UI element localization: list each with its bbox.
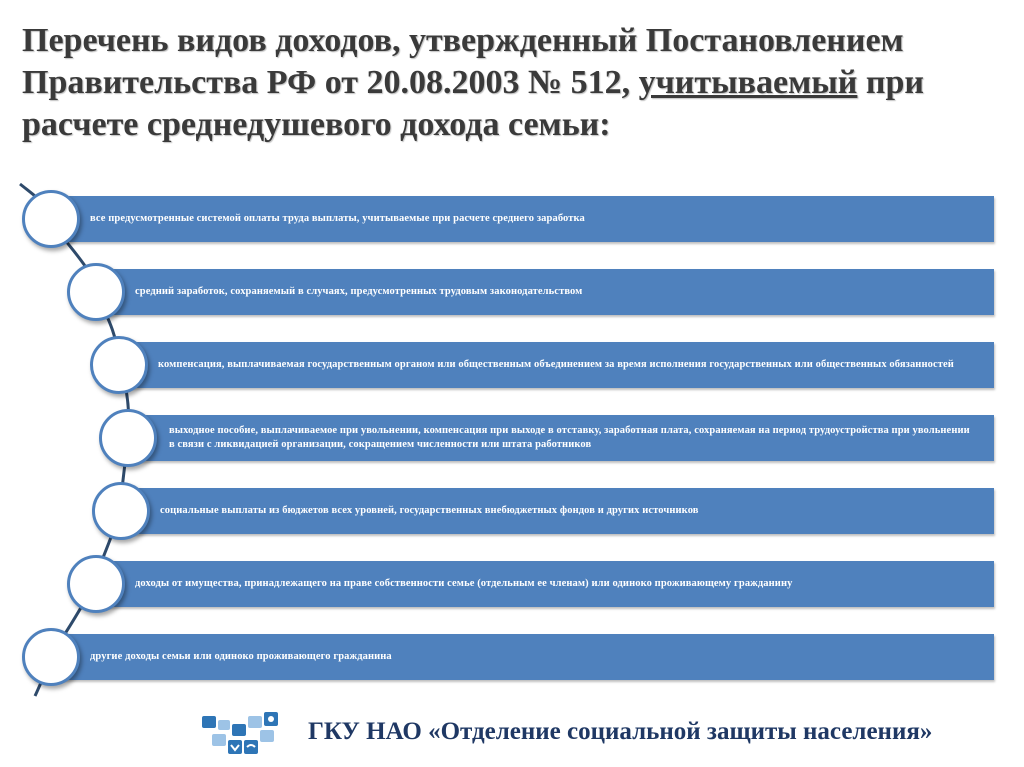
title-part-1: Перечень видов доходов, утвержденный Постановлением Правительства РФ от 20.08.2003 № 512, (22, 22, 904, 101)
list-item-text: средний заработок, сохраняемый в случаях, предусмотренных трудовым законодательством (135, 286, 583, 297)
list-item (120, 488, 994, 534)
page-title (22, 20, 1007, 146)
organization-logo-icon (196, 710, 292, 758)
list-item (95, 269, 994, 315)
footer (196, 704, 1024, 762)
list-item-text: компенсация, выплачиваемая государственным органом или общественным объединением за время исполнения государственных или общественных обязанностей (158, 359, 954, 370)
list-item-text: доходы от имущества, принадлежащего на праве собственности семье (отдельным ее членам) или одиноко проживающему гражданину (135, 578, 793, 589)
list-item-text: другие доходы семьи или одиноко проживающего гражданина (90, 651, 392, 662)
list-item (50, 634, 994, 680)
list-item (95, 561, 994, 607)
list-item-text: все предусмотренные системой оплаты труда выплаты, учитываемые при расчете среднего заработка (90, 213, 585, 224)
list-item-bullet (67, 263, 125, 321)
list-item-bullet (99, 409, 157, 467)
list-item-bullet (67, 555, 125, 613)
list-item-bullet (22, 190, 80, 248)
list-item-bullet (92, 482, 150, 540)
list-item-bullet (22, 628, 80, 686)
list-item-bullet (90, 336, 148, 394)
list-item (118, 342, 994, 388)
income-types-list (0, 180, 1024, 700)
list-item (127, 415, 994, 461)
organization-name: ГКУ НАО «Отделение социальной защиты населения» (308, 718, 933, 745)
title-part-2: при расчете среднедушевого дохода семьи: (22, 64, 924, 143)
list-item (50, 196, 994, 242)
title-underlined-word: учитываемый (638, 64, 858, 101)
list-item-text: выходное пособие, выплачиваемое при увольнении, компенсация при выходе в отставку, заработная плата, сохраняемая на период трудоустройства при увольнении в связи с ликвидацией организации, сокращением численности или штата работников (169, 425, 970, 450)
list-item-text: социальные выплаты из бюджетов всех уровней, государственных внебюджетных фондов и других источников (160, 505, 699, 516)
